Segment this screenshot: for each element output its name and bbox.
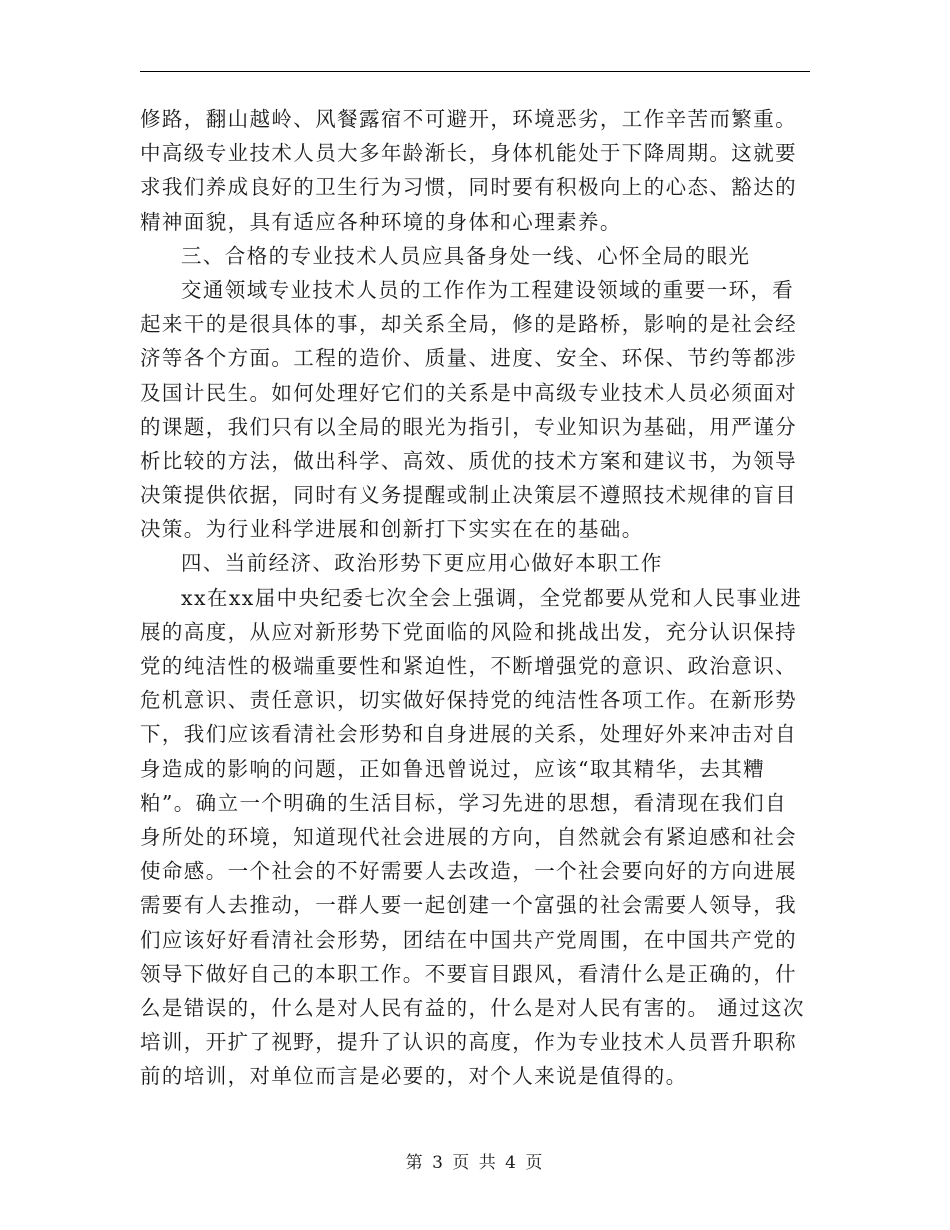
text-line: 三、合格的专业技术人员应具备身处一线、心怀全局的眼光 [181,243,751,268]
text-line: 党的纯洁性的极端重要性和紧迫性，不断增强党的意识、政治意识、 [140,654,797,678]
text-line: 决策。为行业科学进展和创新打下实实在在的基础。 [140,517,644,542]
text-line: 析比较的方法，做出科学、高效、质优的技术方案和建议书，为领导 [140,448,797,473]
text-line: 身造成的影响的问题，正如鲁迅曾说过，应该“取其精华，去其糟 [140,756,766,781]
text-line: 起来干的是很具体的事，却关系全局，修的是路桥，影响的是社会经 [140,312,797,337]
header-rule [140,71,810,72]
text-line: 四、当前经济、政治形势下更应用心做好本职工作 [181,551,663,576]
text-line: 的课题，我们只有以全局的眼光为指引，专业知识为基础，用严谨分 [140,414,797,439]
text-line: xx在xx届中央纪委七次全会上强调，全党都要从党和人民事业进 [181,585,803,610]
text-line: 危机意识、责任意识，切实做好保持党的纯洁性各项工作。在新形势 [140,688,797,713]
text-line: 使命感。一个社会的不好需要人去改造，一个社会要向好的方向进展 [140,859,797,884]
text-line: 展的高度，从应对新形势下党面临的风险和挑战出发，充分认识保持 [140,619,797,644]
text-line: 领导下做好自己的本职工作。不要盲目跟风，看清什么是正确的，什 [140,961,797,986]
text-line: 中高级专业技术人员大多年龄渐长，身体机能处于下降周期。这就要 [140,141,797,166]
text-line: 下，我们应该看清社会形势和自身进展的关系，处理好外来冲击对自 [140,722,797,747]
text-line: 求我们养成良好的卫生行为习惯，同时要有积极向上的心态、豁达的 [140,175,797,200]
text-line: 交通领域专业技术人员的工作作为工程建设领域的重要一环，看 [181,277,795,302]
page-footer [0,1148,950,1173]
document-body [140,102,808,1093]
text-line: 精神面貌，具有适应各种环境的身体和心理素养。 [140,209,622,234]
text-line: 修路，翻山越岭、风餐露宿不可避开，环境恶劣，工作辛苦而繁重。 [140,107,797,131]
text-line: 么是错误的，什么是对人民有益的，什么是对人民有害的。 通过这次 [140,995,805,1020]
text-line: 决策提供依据，同时有义务提醒或制止决策层不遵照技术规律的盲目 [140,483,797,508]
text-line: 身所处的环境，知道现代社会进展的方向，自然就会有紧迫感和社会 [140,824,797,849]
text-line: 们应该好好看清社会形势，团结在中国共产党周围，在中国共产党的 [140,927,797,952]
text-line: 及国计民生。如何处理好它们的关系是中高级专业技术人员必须面对 [140,380,797,405]
text-line: 培训，开扩了视野，提升了认识的高度，作为专业技术人员晋升职称 [140,1030,797,1055]
page-number-label: 第 3 页 共 4 页 [405,1153,545,1173]
text-line: 济等各个方面。工程的造价、质量、进度、安全、环保、节约等都涉 [140,346,797,371]
text-line: 前的培训，对单位而言是必要的，对个人来说是值得的。 [140,1064,688,1089]
text-line: 粕”。确立一个明确的生活目标，学习先进的思想，看清现在我们自 [140,790,787,815]
text-line: 需要有人去推动，一群人要一起创建一个富强的社会需要人领导，我 [140,893,797,918]
